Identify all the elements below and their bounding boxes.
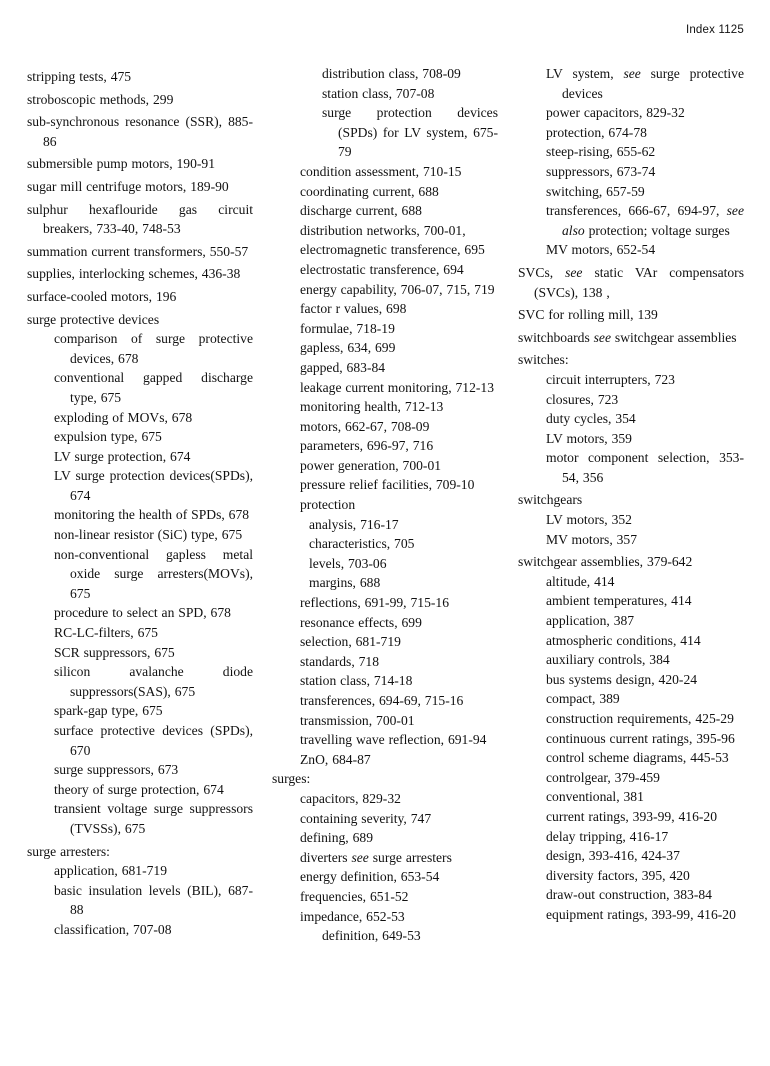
index-entry: stripping tests, 475 (27, 69, 132, 84)
index-entry: motors, 662-67, 708-09 (300, 418, 430, 434)
index-column-3 (518, 64, 744, 925)
index-entry: current ratings, 393-99, 416-20 (546, 808, 718, 824)
index-entry: exploding of MOVs, 678 (54, 409, 193, 425)
index-entry: ZnO, 684-87 (300, 751, 371, 767)
index-entry: sulphur hexaflouride gas circuit breakers, 733-40, 748-53 (27, 201, 253, 237)
index-entry: compact, 389 (546, 691, 620, 707)
index-entry: RC-LC-filters, 675 (54, 625, 158, 641)
index-entry: surge protection devices (SPDs) for LV system, 675-79 (322, 105, 498, 160)
index-entry: altitude, 414 (546, 573, 615, 589)
index-entry: MV motors, 652-54 (546, 242, 656, 258)
index-entry: travelling wave reflection, 691-94 (300, 732, 487, 748)
index-entry: energy definition, 653-54 (300, 869, 440, 885)
index-entry: protection (300, 497, 356, 513)
index-entry: diversity factors, 395, 420 (546, 867, 690, 883)
index-entry: impedance, 652-53 (300, 908, 405, 924)
index-entry: parameters, 696-97, 716 (300, 438, 434, 454)
index-entry: procedure to select an SPD, 678 (54, 605, 231, 621)
index-entry: steep-rising, 655-62 (546, 144, 656, 160)
index-entry: atmospheric conditions, 414 (546, 632, 701, 648)
index-entry: supplies, interlocking schemes, 436-38 (27, 266, 241, 282)
index-entry: surge arresters: (27, 843, 110, 859)
index-entry: surface protective devices (SPDs), 670 (54, 723, 253, 758)
index-entry: motor component selection, 353-54, 356 (546, 450, 744, 485)
index-entry: switchboards see switchgear assemblies (518, 329, 737, 345)
index-entry: summation current transformers, 550-57 (27, 243, 249, 259)
index-entry: suppressors, 673-74 (546, 163, 656, 179)
index-entry: design, 393-416, 424-37 (546, 848, 680, 864)
index-entry: characteristics, 705 (309, 536, 415, 552)
index-entry: switchgears (518, 492, 583, 508)
index-entry: ambient temperatures, 414 (546, 593, 692, 609)
index-entry: non-linear resistor (SiC) type, 675 (54, 527, 243, 543)
index-entry: LV surge protection devices(SPDs), 674 (54, 468, 253, 503)
index-entry: transient voltage surge suppressors (TVSSs), 675 (54, 801, 253, 836)
index-entry: definition, 649-53 (322, 928, 421, 944)
index-entry: control scheme diagrams, 445-53 (546, 750, 729, 766)
index-entry: non-conventional gapless metal oxide surge arresters(MOVs), 675 (54, 546, 253, 601)
index-entry: switches: (518, 352, 569, 368)
index-entry: application, 681-719 (54, 863, 168, 879)
index-entry: delay tripping, 416-17 (546, 828, 669, 844)
index-entry: pressure relief facilities, 709-10 (300, 477, 475, 493)
index-entry: draw-out construction, 383-84 (546, 887, 712, 903)
index-entry: monitoring health, 712-13 (300, 399, 444, 415)
index-entry: distribution class, 708-09 (322, 66, 461, 81)
index-entry: reflections, 691-99, 715-16 (300, 595, 449, 611)
index-entry: construction requirements, 425-29 (546, 711, 734, 726)
index-entry: classification, 707-08 (54, 921, 172, 937)
index-entry: stroboscopic methods, 299 (27, 91, 174, 107)
index-entry: levels, 703-06 (309, 555, 387, 571)
index-entry: surge protective devices (27, 311, 160, 327)
index-entry: closures, 723 (546, 391, 619, 407)
index-entry: transmission, 700-01 (300, 712, 415, 728)
index-entry: resonance effects, 699 (300, 614, 422, 630)
index-entry: switchgear assemblies, 379-642 (518, 554, 693, 570)
index-entry: SVC for rolling mill, 139 (518, 307, 658, 323)
index-entry: circuit interrupters, 723 (546, 371, 675, 387)
index-entry: controlgear, 379-459 (546, 769, 660, 785)
index-entry: standards, 718 (300, 653, 380, 669)
index-entry: sub-synchronous resonance (SSR), 885-86 (27, 114, 253, 149)
index-entry: gapless, 634, 699 (300, 340, 396, 356)
index-entry: surge suppressors, 673 (54, 762, 179, 778)
index-entry: submersible pump motors, 190-91 (27, 156, 216, 172)
index-entry: continuous current ratings, 395-96 (546, 730, 735, 746)
index-column-1 (27, 64, 253, 940)
index-entry: LV surge protection, 674 (54, 448, 191, 464)
index-entry: basic insulation levels (BIL), 687-88 (54, 882, 253, 918)
index-entry: surges: (272, 771, 311, 787)
index-entry: SCR suppressors, 675 (54, 644, 175, 660)
index-entry: LV motors, 359 (546, 430, 632, 446)
index-entry: defining, 689 (300, 830, 373, 846)
index-entry: LV system, see surge protective devices (546, 66, 744, 101)
index-entry: surface-cooled motors, 196 (27, 288, 177, 304)
index-entry: SVCs, see static VAr compensators (SVCs), 138 , (518, 264, 744, 300)
index-entry: silicon avalanche diode suppressors(SAS), 675 (54, 664, 253, 699)
index-entry: application, 387 (546, 613, 635, 629)
index-entry: equipment ratings, 393-99, 416-20 (546, 906, 736, 922)
index-entry: frequencies, 651-52 (300, 888, 409, 904)
index-entry: theory of surge protection, 674 (54, 781, 224, 797)
index-entry: selection, 681-719 (300, 634, 401, 650)
index-entry: station class, 707-08 (322, 85, 435, 101)
index-entry: bus systems design, 420-24 (546, 671, 698, 687)
index-entry: containing severity, 747 (300, 810, 432, 826)
index-entry: formulae, 718-19 (300, 320, 395, 336)
index-entry: transferences, 666-67, 694-97, see also protection; voltage surges (546, 203, 744, 238)
index-entry: energy capability, 706-07, 715, 719 (300, 281, 495, 297)
index-entry: switching, 657-59 (546, 183, 645, 199)
index-entry: conventional, 381 (546, 789, 644, 805)
index-column-2 (272, 64, 498, 946)
index-entry: capacitors, 829-32 (300, 790, 401, 806)
index-entry: MV motors, 357 (546, 531, 638, 547)
index-entry: spark-gap type, 675 (54, 703, 163, 719)
index-entry: duty cycles, 354 (546, 411, 636, 427)
index-entry: electromagnetic transference, 695 (300, 242, 485, 258)
index-entry: comparison of surge protective devices, 678 (54, 331, 253, 366)
index-entry: electrostatic transference, 694 (300, 261, 464, 277)
index-entry: leakage current monitoring, 712-13 (300, 379, 495, 395)
index-entry: sugar mill centrifuge motors, 189-90 (27, 178, 229, 194)
index-entry: power generation, 700-01 (300, 457, 442, 473)
index-entry: expulsion type, 675 (54, 429, 162, 445)
index-entry: station class, 714-18 (300, 673, 413, 689)
index-entry: analysis, 716-17 (309, 516, 399, 532)
index-entry: power capacitors, 829-32 (546, 105, 685, 121)
index-entry: discharge current, 688 (300, 203, 422, 219)
index-entry: coordinating current, 688 (300, 183, 439, 199)
index-entry: protection, 674-78 (546, 124, 647, 140)
index-entry: monitoring the health of SPDs, 678 (54, 507, 250, 523)
index-entry: conventional gapped discharge type, 675 (54, 370, 253, 405)
index-entry: margins, 688 (309, 575, 381, 591)
index-entry: transferences, 694-69, 715-16 (300, 693, 464, 708)
index-entry: gapped, 683-84 (300, 359, 386, 375)
running-head: Index 1125 (685, 24, 744, 36)
index-entry: LV motors, 352 (546, 512, 632, 528)
index-entry: auxiliary controls, 384 (546, 652, 670, 668)
index-entry: condition assessment, 710-15 (300, 163, 462, 179)
index-entry: distribution networks, 700-01, (300, 222, 466, 238)
index-entry: factor r values, 698 (300, 301, 407, 317)
index-entry: diverters see surge arresters (300, 849, 452, 865)
